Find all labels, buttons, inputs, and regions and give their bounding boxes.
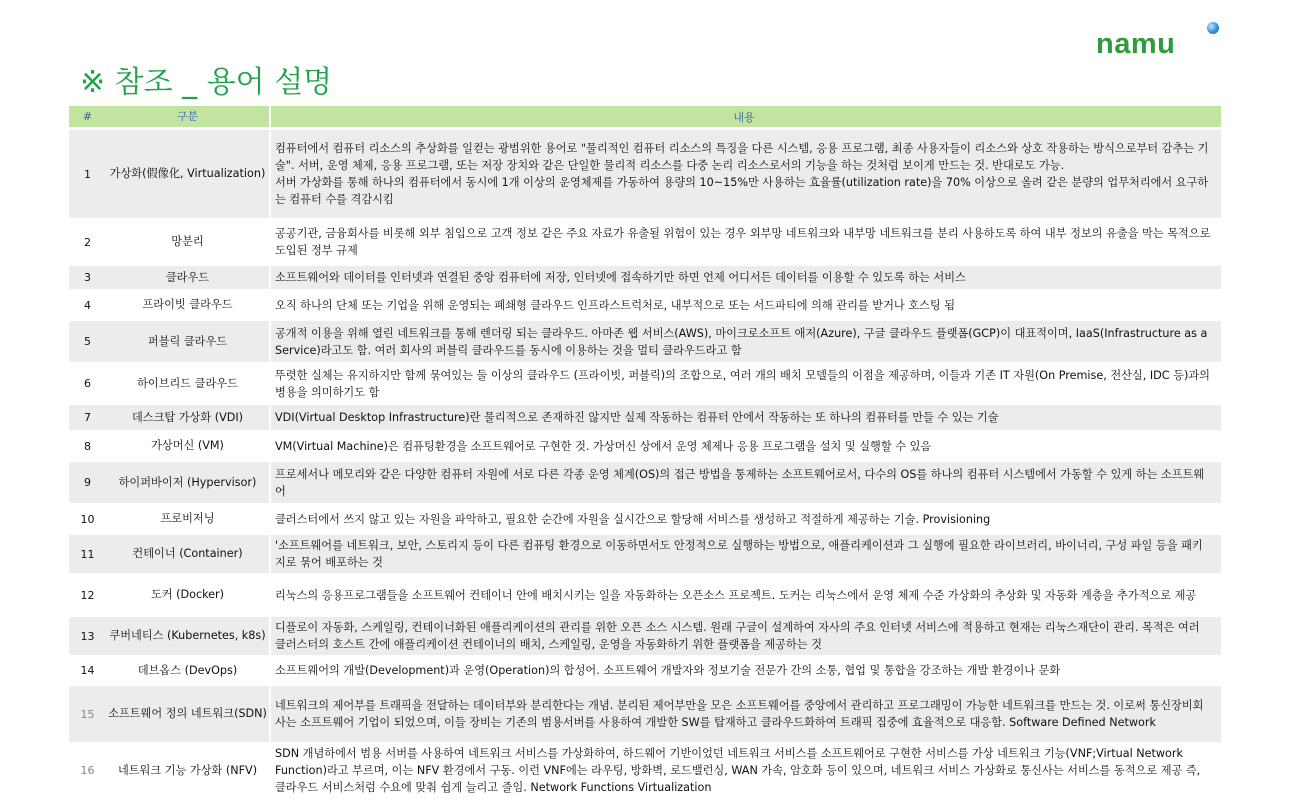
row-description: 리눅스의 응용프로그램들을 소프트웨어 컨테이너 안에 배치시키는 일을 자동화하는 오픈소스 프로젝트. 도커는 리눅스에서 운영 체제 수준 가상화의 추상화 및 자동화 계층을 추가적으로 제공 bbox=[269, 576, 1221, 614]
row-term: 프라이빗 클라우드 bbox=[142, 298, 233, 311]
table-row bbox=[69, 130, 1221, 218]
row-term: 컨테이너 (Container) bbox=[106, 535, 269, 573]
glossary-table bbox=[69, 103, 1221, 799]
table-row bbox=[69, 433, 1221, 459]
table-row bbox=[69, 405, 1221, 430]
table-row bbox=[69, 745, 1221, 796]
row-term: 프로비저닝 bbox=[160, 512, 215, 525]
row-description: 소프트웨어와 데이터를 인터넷과 연결된 중앙 컴퓨터에 저장, 인터넷에 접속하기만 하면 언제 어디서든 데이터를 이용할 수 있도록 하는 서비스 bbox=[269, 266, 1221, 289]
row-term: 퍼블릭 클라우드 bbox=[106, 321, 269, 362]
row-number: 2 bbox=[84, 235, 91, 249]
row-number: 11 bbox=[69, 535, 106, 573]
row-description: 디플로이 자동화, 스케일링, 컨테이너화된 애플리케이션의 관리를 위한 오픈 소스 시스템. 원래 구글이 설계하여 자사의 주요 인터넷 서비스에 적용하고 현재는 리눅스재단이 관리. 목적은 여러 클러스터의 호스트 간에 애플리케이션 컨테이너의 배치, 스케일링, 운영을 자동화하기 위한 플랫폼을 제공하는 것 bbox=[269, 617, 1221, 655]
namu-logo: namu bbox=[1096, 28, 1176, 60]
row-number: 10 bbox=[80, 512, 95, 526]
row-description: 오직 하나의 단체 또는 기업을 위해 운영되는 폐쇄형 클라우드 인프라스트럭처로, 내부적으로 또는 서드파티에 의해 관리를 받거나 호스팅 됨 bbox=[269, 292, 1221, 318]
table-row bbox=[69, 617, 1221, 655]
row-description: 공개적 이용을 위해 열린 네트워크를 통해 렌더링 되는 클라우드. 아마존 웹 서비스(AWS), 마이크로소프트 애저(Azure), 구글 클라우드 플랫폼(GCP)이 대표적이며, IaaS(Infrastructure as a Service)라고도 함. 여러 회사의 퍼블릭 클라우드를 동시에 이용하는 것을 멀티 클라우드라고 함 bbox=[269, 321, 1221, 362]
row-term: 클라우드 bbox=[106, 266, 269, 289]
row-description: 뚜렷한 실체는 유지하지만 함께 묶여있는 둘 이상의 클라우드 (프라이빗, 퍼블릭)의 조합으로, 여러 개의 배치 모델들의 이점을 제공하며, 이들과 기존 IT 자원(On Premise, 전산실, IDC 등)과의 병용을 의미하기도 함 bbox=[269, 365, 1221, 402]
row-term: 데브옵스 (DevOps) bbox=[137, 663, 238, 677]
row-term: 하이퍼바이저 (Hypervisor) bbox=[106, 462, 269, 503]
table-row bbox=[69, 506, 1221, 532]
row-description: 클러스터에서 쓰지 않고 있는 자원을 파악하고, 필요한 순간에 자원을 실시간으로 할당해 서비스를 생성하고 적절하게 제공하는 기술. Provisioning bbox=[269, 506, 1221, 532]
header-category: 구분 bbox=[106, 106, 269, 127]
row-number: 14 bbox=[80, 664, 95, 677]
row-term: 데스크탑 가상화 (VDI) bbox=[106, 405, 269, 430]
row-term: 도커 (Docker) bbox=[150, 588, 225, 601]
row-number: 1 bbox=[69, 130, 106, 218]
row-number: 9 bbox=[69, 462, 106, 503]
row-number: 4 bbox=[84, 298, 91, 312]
row-term: 가상화(假像化, Virtualization) bbox=[106, 130, 269, 218]
table-row bbox=[69, 658, 1221, 683]
row-number: 13 bbox=[69, 617, 106, 655]
row-number: 7 bbox=[69, 405, 106, 430]
row-term: 소프트웨어 정의 네트워크(SDN) bbox=[106, 686, 269, 742]
row-number: 5 bbox=[69, 321, 106, 362]
row-number: 12 bbox=[80, 588, 95, 602]
row-description: VM(Virtual Machine)은 컴퓨팅환경을 소프트웨어로 구현한 것. 가상머신 상에서 운영 체제나 응용 프로그램을 설치 및 실행할 수 있음 bbox=[269, 433, 1221, 459]
table-header-row bbox=[69, 106, 1221, 127]
table-row bbox=[69, 576, 1221, 614]
row-number: 8 bbox=[84, 439, 91, 453]
table-row bbox=[69, 266, 1221, 289]
table-row bbox=[69, 462, 1221, 503]
page-title: ※ 참조 _ 용어 설명 bbox=[80, 65, 333, 100]
row-description: VDI(Virtual Desktop Infrastructure)란 물리적으로 존재하진 않지만 실제 작동하는 컴퓨터 안에서 작동하는 또 하나의 컴퓨터를 만들 수 있는 기술 bbox=[269, 405, 1221, 430]
table-row bbox=[69, 686, 1221, 742]
table-row bbox=[69, 535, 1221, 573]
row-term: 쿠버네티스 (Kubernetes, k8s) bbox=[106, 617, 269, 655]
table-row bbox=[69, 365, 1221, 402]
row-description: 공공기관, 금융회사를 비롯해 외부 침입으로 고객 정보 같은 주요 자료가 유출될 위험이 있는 경우 외부망 네트워크와 내부망 네트워크를 분리 사용하도록 하여 내부 정보의 유출을 막는 목적으로 도입된 정부 규제 bbox=[269, 221, 1221, 263]
row-term: 네트워크 기능 가상화 (NFV) bbox=[117, 763, 258, 777]
table-row bbox=[69, 292, 1221, 318]
row-description: 소프트웨어의 개발(Development)과 운영(Operation)의 합성어. 소프트웨어 개발자와 정보기술 전문가 간의 소통, 협업 및 통합을 강조하는 개발 환경이나 문화 bbox=[269, 658, 1221, 683]
logo-dot-icon bbox=[1207, 22, 1219, 34]
row-number: 15 bbox=[69, 686, 106, 742]
row-description: '소프트웨어를 네트워크, 보안, 스토리지 등이 다른 컴퓨팅 환경으로 이동하면서도 안정적으로 실행하는 방법으로, 애플리케이션과 그 실행에 필요한 라이브러리, 바이너리, 구성 파일 등을 패키지로 묶어 배포하는 것 bbox=[269, 535, 1221, 573]
row-term: 가상머신 (VM) bbox=[151, 439, 224, 452]
row-description: 컴퓨터에서 컴퓨터 리소스의 추상화를 일컫는 광범위한 용어로 "물리적인 컴퓨터 리소스의 특징을 다른 시스템, 응용 프로그램, 최종 사용자들이 리소스와 상호 작용하는 방식으로부터 감추는 기술". 서버, 운영 체제, 응용 프로그램, 또는 저장 장치와 같은 단일한 물리적 리소스를 다중 논리 리소스로서의 기능을 하는 것처럼 보이게 만드는 것. 반대로도 가능. 서버 가상화를 통해 하나의 컴퓨터에서 동시에 1개 이상의 운영체제를 가동하여 용량의 10~15%만 사용하는 효율률(utilization rate)을 70% 이상으로 올려 같은 분량의 업무처리에서 요구하는 컴퓨터 수를 격감시킴 bbox=[269, 130, 1221, 218]
row-description: 프로세서나 메모리와 같은 다양한 컴퓨터 자원에 서로 다른 각종 운영 체계(OS)의 접근 방법을 통제하는 소프트웨어로서, 다수의 OS를 하나의 컴퓨터 시스템에서 가동할 수 있게 하는 소프트웨어 bbox=[269, 462, 1221, 503]
table-row bbox=[69, 221, 1221, 263]
header-content: 내용 bbox=[269, 106, 1221, 127]
row-description: SDN 개념하에서 범용 서버를 사용하여 네트워크 서비스를 가상화하여, 하드웨어 기반이었던 네트워크 서비스를 소프트웨어로 구현한 서비스를 가상 네트워크 기능(VNF;Virtual Network Function)라고 부르며, 이는 NFV 환경에서 구동. 이런 VNF에는 라우팅, 방화벽, 로드밸런싱, WAN 가속, 암호화 등이 있으며, 네트워크 서비스 가상화로 통신사는 서비스를 동적으로 제공 즉, 클라우드 서비스처럼 수요에 맞춰 쉽게 늘리고 줄임. Network Functions Virtualization bbox=[269, 745, 1221, 796]
row-number: 3 bbox=[69, 266, 106, 289]
row-description: 네트워크의 제어부를 트래픽을 전달하는 데이터부와 분리한다는 개념. 분리된 제어부만을 모은 소프트웨어를 중앙에서 관리하고 프로그래밍이 가능한 네트워크를 만드는 것. 이로써 통신장비회사는 소프트웨어 기업이 되었으며, 이들 장비는 기존의 범용서버를 사용하여 개발한 SW를 탑재하고 클라우드화하여 트래픽 집중에 효율적으로 대응함. Software Defined Network bbox=[269, 686, 1221, 742]
row-number: 16 bbox=[80, 764, 95, 777]
header-number: # bbox=[69, 106, 106, 127]
row-number: 6 bbox=[84, 377, 91, 390]
row-term: 하이브리드 클라우드 bbox=[137, 376, 238, 390]
table-row bbox=[69, 321, 1221, 362]
row-term: 망분리 bbox=[171, 235, 204, 248]
